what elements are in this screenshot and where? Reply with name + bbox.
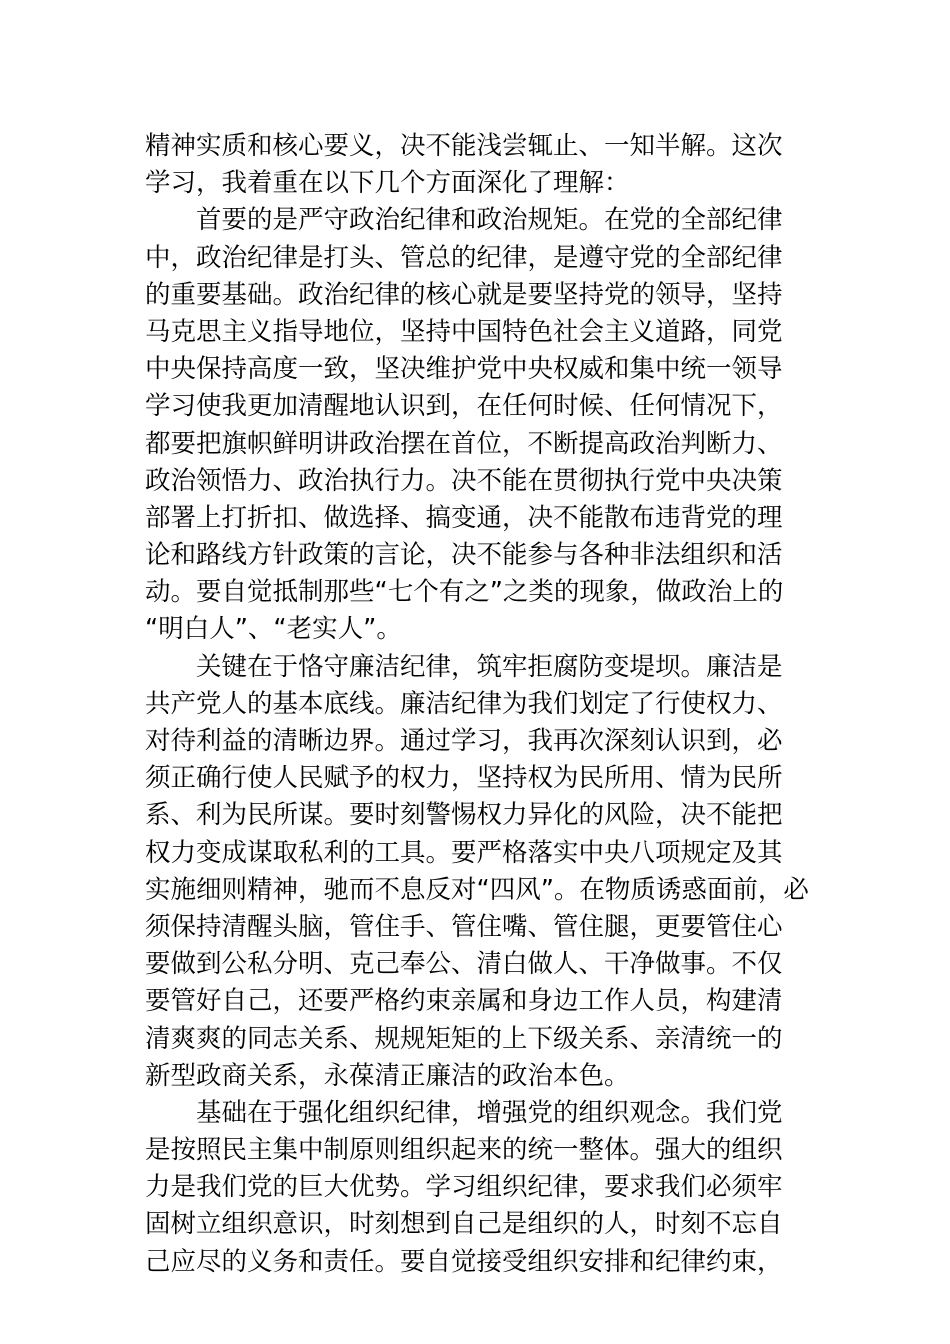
document-body bbox=[145, 128, 807, 1281]
text-line: 权力变成谋取私利的工具。要严格落实中央八项规定及其 bbox=[145, 837, 783, 868]
text-line: 都要把旗帜鲜明讲政治摆在首位，不断提高政治判断力、 bbox=[145, 428, 783, 459]
text-line: 精神实质和核心要义，决不能浅尝辄止、一知半解。这次 bbox=[145, 131, 783, 161]
text-line: 共产党人的基本底线。廉洁纪律为我们划定了行使权力、 bbox=[145, 688, 783, 719]
text-line: 政治领悟力、政治执行力。决不能在贯彻执行党中央决策 bbox=[145, 465, 783, 496]
text-line: 中，政治纪律是打头、管总的纪律，是遵守党的全部纪律 bbox=[145, 242, 783, 273]
text-line: 实施细则精神，驰而不息反对“四风”。在物质诱惑面前，必 bbox=[145, 874, 809, 905]
text-line: 系、利为民所谋。要时刻警惕权力异化的风险，决不能把 bbox=[145, 800, 783, 831]
paragraph-start-line: 关键在于恪守廉洁纪律，筑牢拒腐防变堤坝。廉洁是 bbox=[196, 651, 783, 682]
text-line: 马克思主义指导地位，坚持中国特色社会主义道路，同党 bbox=[145, 316, 783, 347]
text-line: 要做到公私分明、克己奉公、清白做人、干净做事。不仅 bbox=[145, 949, 783, 980]
paragraph-start-line: 基础在于强化组织纪律，增强党的组织观念。我们党 bbox=[196, 1097, 783, 1128]
text-line: 对待利益的清晰边界。通过学习，我再次深刻认识到，必 bbox=[145, 726, 783, 756]
text-line: “明白人”、“老实人”。 bbox=[145, 614, 402, 645]
text-line: 的重要基础。政治纪律的核心就是要坚持党的领导，坚持 bbox=[145, 279, 783, 310]
text-line: 固树立组织意识，时刻想到自己是组织的人，时刻不忘自 bbox=[145, 1209, 783, 1240]
paragraph-start-line: 首要的是严守政治纪律和政治规矩。在党的全部纪律 bbox=[196, 205, 783, 236]
text-line: 学习使我更加清醒地认识到，在任何时候、任何情况下， bbox=[145, 391, 783, 422]
text-line: 须正确行使人民赋予的权力，坚持权为民所用、情为民所 bbox=[145, 763, 783, 794]
text-line: 部署上打折扣、做选择、搞变通，决不能散布违背党的理 bbox=[145, 502, 783, 533]
text-line: 是按照民主集中制原则组织起来的统一整体。强大的组织 bbox=[145, 1135, 783, 1166]
text-line: 学习，我着重在以下几个方面深化了理解： bbox=[145, 168, 630, 199]
text-line: 清爽爽的同志关系、规规矩矩的上下级关系、亲清统一的 bbox=[145, 1023, 783, 1054]
text-line: 要管好自己，还要严格约束亲属和身边工作人员，构建清 bbox=[145, 986, 783, 1017]
text-line: 新型政商关系，永葆清正廉洁的政治本色。 bbox=[145, 1060, 630, 1091]
text-line: 中央保持高度一致，坚决维护党中央权威和集中统一领导 bbox=[145, 354, 783, 385]
text-line: 己应尽的义务和责任。要自觉接受组织安排和纪律约束， bbox=[145, 1246, 783, 1277]
text-line: 动。要自觉抵制那些“七个有之”之类的现象，做政治上的 bbox=[145, 577, 784, 608]
text-line: 须保持清醒头脑，管住手、管住嘴、管住腿，更要管住心 bbox=[145, 911, 783, 942]
text-line: 论和路线方针政策的言论，决不能参与各种非法组织和活 bbox=[145, 540, 783, 571]
text-line: 力是我们党的巨大优势。学习组织纪律，要求我们必须牢 bbox=[145, 1172, 783, 1203]
